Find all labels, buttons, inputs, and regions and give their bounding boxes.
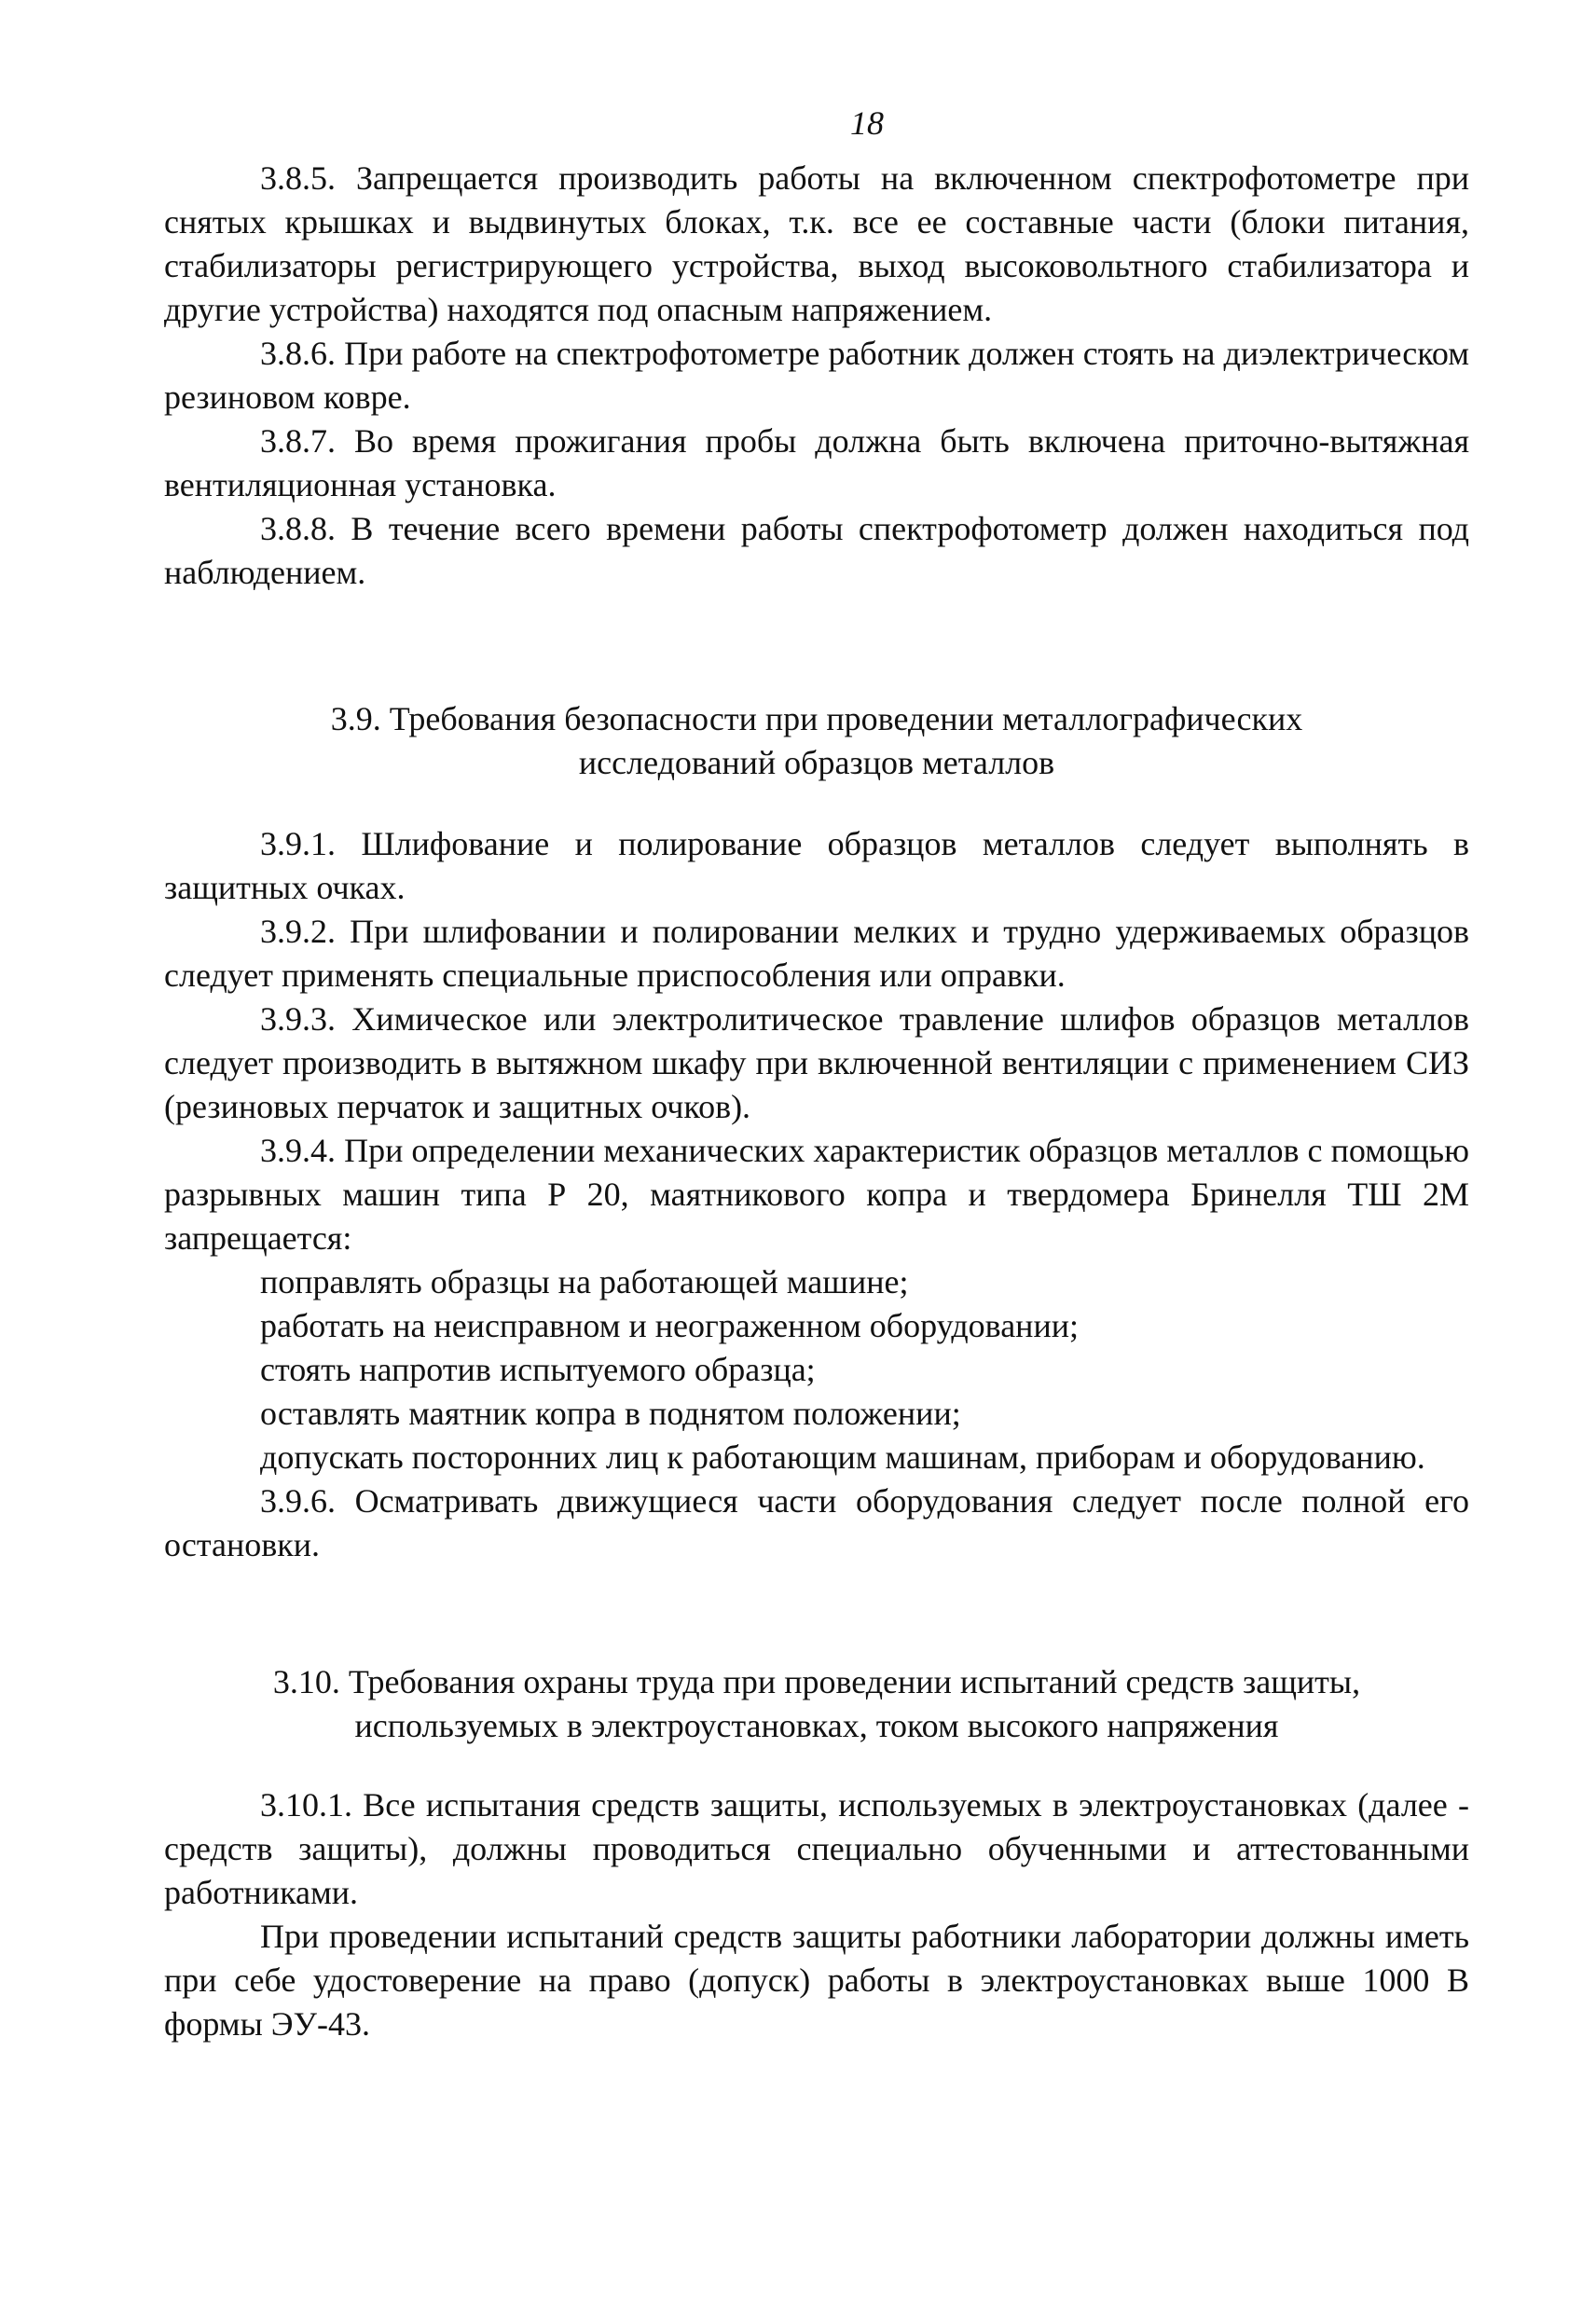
paragraph-3-8-8: 3.8.8. В течение всего времени работы спектрофотометр должен находиться под наблюдением.: [164, 510, 1469, 591]
paragraph-3-9-3: 3.9.3. Химическое или электролитическое травление шлифов образцов металлов следует производить в вытяжном шкафу при включенной вентиляции с применением СИЗ (резиновых перчаток и защитных очков).: [164, 1000, 1469, 1125]
section-heading-3-9: [164, 697, 1469, 785]
paragraph-3-8-5: 3.8.5. Запрещается производить работы на включенном спектрофотометре при снятых крышках и выдвинутых блоках, т.к. все ее составные части (блоки питания, стабилизаторы регистрирующего устройства, выход высоковольтного стабилизатора и другие устройства) находятся под опасным напряжением.: [164, 159, 1469, 328]
section-heading-3-9-line-1: 3.9. Требования безопасности при проведении металлографических: [330, 700, 1303, 737]
section-heading-3-10: [164, 1660, 1469, 1748]
paragraph-3-10-1: 3.10.1. Все испытания средств защиты, используемых в электроустановках (далее - средств защиты), должны проводиться специально обученными и аттестованными работниками.: [164, 1786, 1469, 1911]
paragraph-3-9-2: 3.9.2. При шлифовании и полировании мелких и трудно удерживаемых образцов следует применять специальные приспособления или оправки.: [164, 913, 1469, 994]
list-item: работать на неисправном и неограженном оборудовании;: [260, 1307, 1079, 1344]
section-heading-3-10-line-2: используемых в электроустановках, током высокого напряжения: [354, 1707, 1279, 1744]
list-item: допускать посторонних лиц к работающим машинам, приборам и оборудованию.: [260, 1438, 1425, 1476]
paragraph-3-8-7: 3.8.7. Во время прожигания пробы должна быть включена приточно-вытяжная вентиляционная установка.: [164, 422, 1469, 503]
heading-gap: [164, 785, 1469, 822]
paragraph-3-8-6: 3.8.6. При работе на спектрофотометре работник должен стоять на диэлектрическом резиновом ковре.: [164, 335, 1469, 416]
list-item: стоять напротив испытуемого образца;: [260, 1351, 816, 1388]
section-heading-3-9-line-2: исследований образцов металлов: [578, 744, 1055, 781]
page-number: 18: [850, 104, 884, 142]
paragraph-3-9-1: 3.9.1. Шлифование и полирование образцов металлов следует выполнять в защитных очках.: [164, 825, 1469, 906]
list-item: поправлять образцы на работающей машине;: [260, 1263, 909, 1300]
paragraph-3-9-4: 3.9.4. При определении механических характеристик образцов металлов с помощью разрывных машин типа Р 20, маятникового копра и твердомера Бринелля ТШ 2М запрещается:: [164, 1132, 1469, 1257]
paragraph-3-10-extra: При проведении испытаний средств защиты работники лаборатории должны иметь при себе удостоверение на право (допуск) работы в электроустановках выше 1000 В формы ЭУ-43.: [164, 1918, 1469, 2043]
heading-gap: [164, 1748, 1469, 1783]
paragraph-3-9-6: 3.9.6. Осматривать движущиеся части оборудования следует после полной его остановки.: [164, 1482, 1469, 1563]
section-heading-3-10-line-1: 3.10. Требования охраны труда при проведении испытаний средств защиты,: [272, 1663, 1361, 1700]
list-item: оставлять маятник копра в поднятом положении;: [260, 1395, 961, 1432]
section-gap: [164, 1567, 1469, 1660]
document-body: [164, 157, 1469, 2046]
section-gap: [164, 595, 1469, 697]
prohibited-actions-list: [164, 1260, 1469, 1479]
